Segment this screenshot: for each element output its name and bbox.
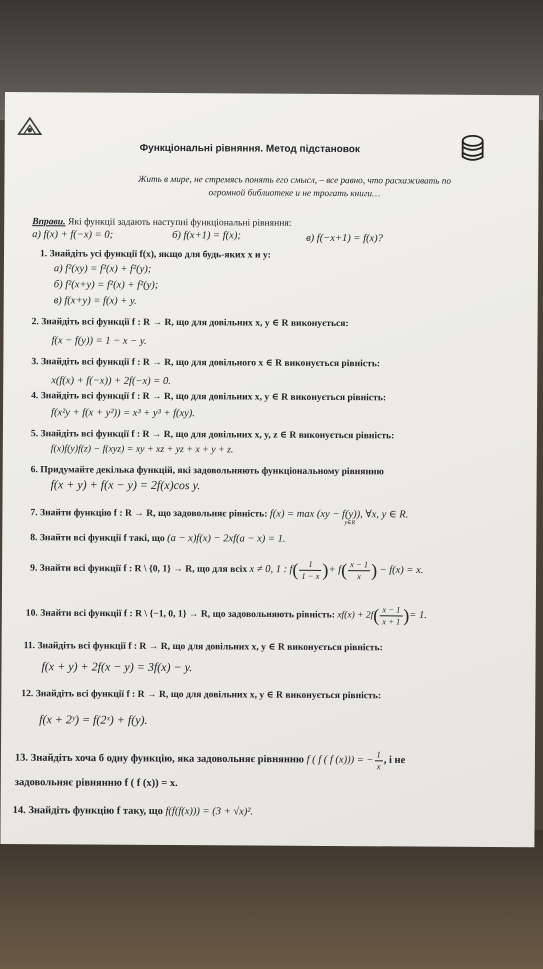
problem-11-text: Знайдіть всі функції f : R → R, що для довільних x, y ∈ R виконується рівність:: [37, 640, 383, 654]
intro-option-c: в) f(−x+1) = f(x)?: [306, 232, 383, 245]
school-logo-icon: [17, 116, 43, 136]
problem-6-formula: f(x + y) + f(x − y) = 2f(x)cos y.: [50, 477, 201, 493]
problem-12: 12. Знайдіть всі функції f : R → R, що для довільних x, y ∈ R виконується рівність:: [21, 688, 382, 702]
problem-11-formula: f(x + y) + 2f(x − y) = 3f(x) − y.: [41, 659, 193, 675]
problem-6: 6. Придумайте декілька функцій, які задовольняють функціональному рівнянню: [30, 464, 384, 478]
background-bottom: [0, 830, 543, 969]
problem-9-fraction-1: $\frac{1}{1 - x}$: [299, 559, 321, 581]
problem-7-text: Знайти функцію f : R → R, що задовольняє рівність:: [40, 507, 268, 520]
problem-1-text: Знайдіть усі функції f(x), якщо для будь-яких x и y:: [49, 248, 271, 261]
problem-9-fraction-2: $\frac{x - 1}{x}$: [348, 559, 370, 581]
worksheet-page: [0, 92, 539, 847]
epigraph-line-2: огромной библиотеке и не трогать книги…: [208, 187, 381, 199]
problem-1-item-a: а) f²(xy) = f²(x) + f²(y);: [53, 263, 152, 275]
intro-text: Які функції задають наступні функціональні рівняння:: [67, 216, 292, 229]
problem-5-formula: f(x)f(y)f(z) − f(xyz) = xy + xz + yz + x + y + z.: [50, 443, 234, 456]
problem-12-formula: f(x + 2ʸ) = f(2ˣ) + f(y).: [39, 712, 148, 727]
problem-12-text: Знайдіть всі функції f : R → R, що для довільних x, y ∈ R виконується рівність:: [35, 688, 382, 702]
problem-2-text: Знайдіть всі функції f : R → R, що для довільних x, y ∈ R виконується:: [41, 316, 349, 330]
problem-11: 11. Знайдіть всі функції f : R → R, що для довільних x, y ∈ R виконується рівність:: [23, 640, 383, 654]
coin-stack-icon: [461, 135, 485, 163]
page-title: Функціональні рівняння. Метод підстановок: [139, 142, 360, 156]
epigraph-line-1: Жить в мире, не стремясь понять его смысл, – все равно, что расхаживать по: [137, 173, 451, 186]
problem-8-formula: (a − x)f(x) − 2xf(a − x) = 1.: [167, 532, 286, 545]
problem-9-condition: x ≠ 0, 1 :: [249, 563, 288, 576]
intro-label: Вправи.: [32, 216, 66, 228]
problem-8: 8. Знайти всі функції f такі, що (a − x)f(x) − 2xf(a − x) = 1.: [30, 532, 286, 545]
problem-1-item-b: б) f²(x+y) = f²(x) + f²(y);: [53, 279, 159, 291]
problem-7-subscript: y∈R: [344, 520, 356, 527]
problem-4-text: Знайдіть всі функції f : R → R, що для довільних x, y ∈ R виконується рівність:: [40, 390, 387, 404]
problem-13: 13. Знайдіть хоча б одну функцію, яка задовольняє рівнянню f ( f ( f (x))) = − $\frac{1}{x}$ , і не: [14, 749, 406, 771]
problem-4-formula: f(x²y + f(x + y²)) = x³ + y³ + f(xy).: [51, 407, 195, 420]
epigraph: [104, 173, 484, 201]
problem-3: 3. Знайдіть всі функції f : R → R, що для довільного x ∈ R виконується рівність:: [31, 356, 381, 370]
problem-9-text: Знайти всі функції f : R \ {0, 1} → R, що для всіх: [39, 562, 248, 575]
problem-1: 1. Знайдіть усі функції f(x), якщо для будь-яких x и y:: [39, 248, 271, 261]
problem-7: 7. Знайти функцію f : R → R, що задовольняє рівність: f(x) = max (xy − f(y)), ∀x, y ∈ R.: [30, 507, 409, 521]
problem-7-formula: f(x) = max (xy − f(y)), ∀x, y ∈ R.: [269, 508, 409, 521]
problem-5: 5. Знайдіть всі функції f : R → R, що для довільних x, y, z ∈ R виконується рівність:: [30, 428, 395, 442]
problem-5-text: Знайдіть всі функції f : R → R, що для довільних x, y, z ∈ R виконується рівність:: [40, 428, 395, 442]
problem-14-formula: f(f(f(x))) = (3 + √x)².: [165, 805, 254, 818]
problem-14-text: Знайдіть функцію f таку, що: [28, 805, 163, 817]
problem-13-line-2: задовольняє рівнянню f ( f (x)) = x.: [14, 777, 178, 790]
problem-10: 10. Знайти всі функції f : R \ {−1, 0, 1} → R, що задовольняють рівність: xf(x) + 2f( $\frac{x - 1}{x + 1}$ )= 1.: [25, 604, 427, 627]
problem-14: 14. Знайдіть функцію f таку, що f(f(f(x))) = (3 + √x)².: [12, 805, 254, 818]
intro-option-a: а) f(x) + f(−x) = 0;: [32, 229, 114, 241]
problem-10-formula: xf(x) + 2f: [337, 610, 374, 621]
problem-2: 2. Знайдіть всі функції f : R → R, що для довільних x, y ∈ R виконується:: [31, 316, 349, 330]
problem-13-text: Знайдіть хоча б одну функцію, яка задовольняє рівнянню: [30, 752, 304, 766]
problem-1-item-c: в) f(x+y) = f(x) + y.: [53, 295, 137, 307]
problem-13-formula: f ( f ( f (x))) = −: [306, 754, 374, 766]
problem-4: 4. Знайдіть всі функції f : R → R, що для довільних x, y ∈ R виконується рівність:: [31, 390, 387, 404]
problem-3-text: Знайдіть всі функції f : R → R, що для довільного x ∈ R виконується рівність:: [40, 356, 381, 370]
problem-9-tail: − f(x) = x.: [379, 564, 424, 577]
problem-3-formula: x(f(x) + f(−x)) + 2f(−x) = 0.: [51, 375, 171, 388]
intro-option-b: б) f(x+1) = f(x);: [172, 230, 241, 242]
problem-9: 9. Знайти всі функції f : R \ {0, 1} → R, що для всіх x ≠ 0, 1 : f( $\frac{1}{1 - x}$ )+ f( $\frac{x - 1}{x}$ ) − f(x) = x.: [30, 558, 424, 581]
problem-8-text: Знайти всі функції f такі, що: [39, 532, 165, 544]
problem-2-formula: f(x − f(y)) = 1 − x − y.: [51, 335, 147, 347]
problem-13-fraction: $\frac{1}{x}$: [374, 749, 382, 771]
problem-10-text: Знайти всі функції f : R \ {−1, 0, 1} → R, що задовольняють рівність:: [40, 607, 335, 621]
problem-10-fraction: $\frac{x - 1}{x + 1}$: [382, 604, 401, 627]
problem-6-text: Придумайте декілька функцій, які задовольняють функціональному рівнянню: [40, 464, 384, 478]
